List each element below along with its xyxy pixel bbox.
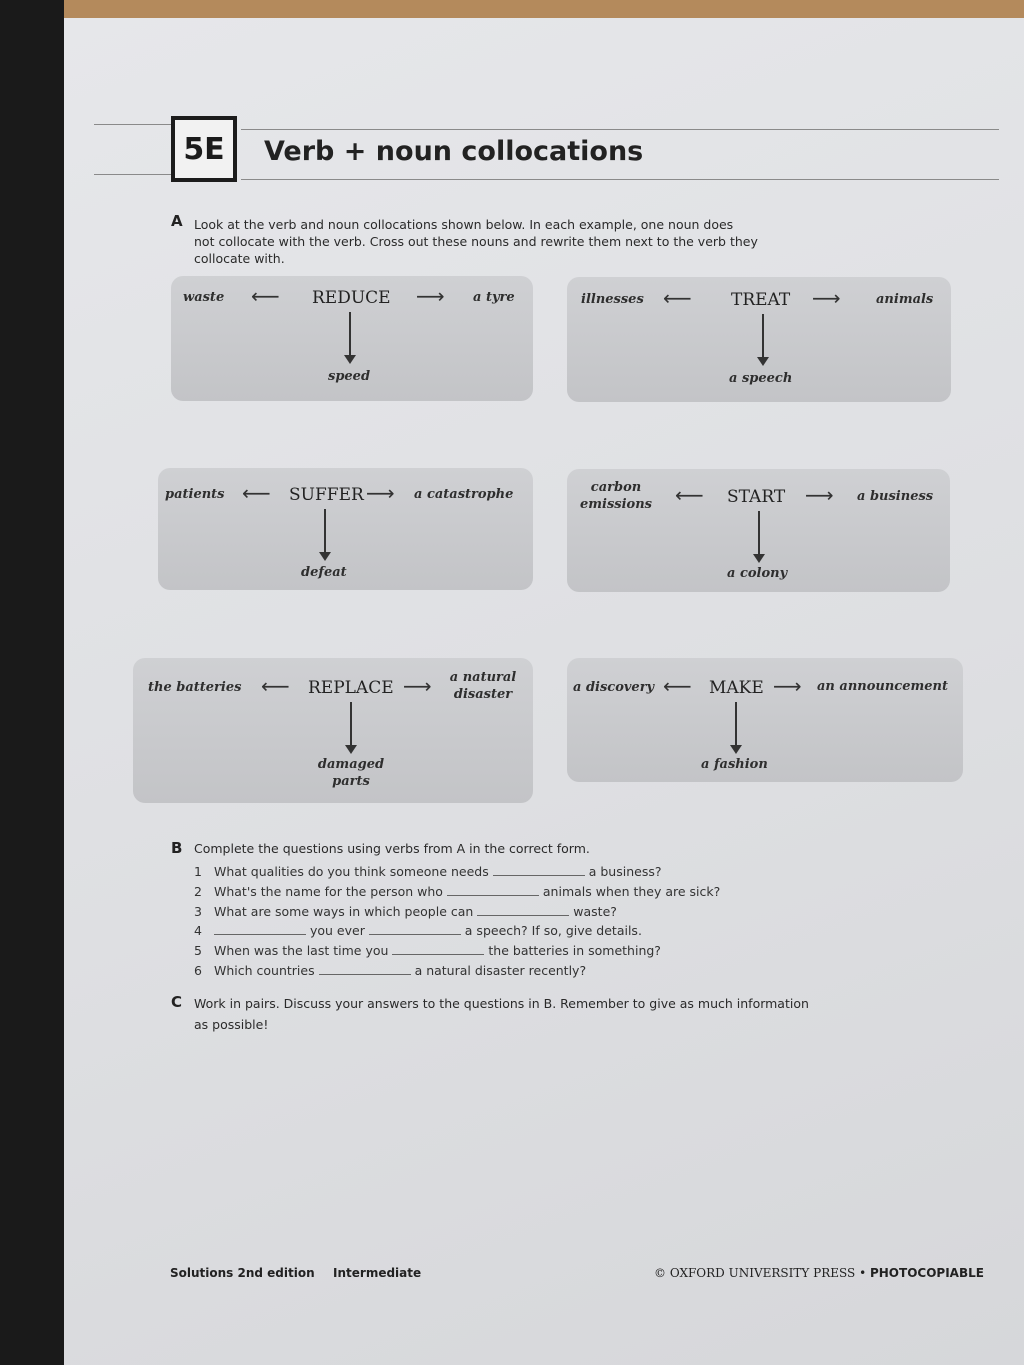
- question-row: [194, 864, 661, 879]
- arrow-down-icon: [324, 509, 326, 553]
- question-row: [194, 963, 586, 978]
- worksheet-page: [64, 18, 1024, 1365]
- question-text: a business?: [588, 864, 662, 879]
- section-b-instruction: Complete the questions using verbs from A in the correct form.: [194, 841, 590, 856]
- question-number: 5: [194, 943, 202, 958]
- collocation-box-start: [567, 469, 950, 592]
- answer-blank[interactable]: [392, 943, 484, 955]
- section-a-instructions: [194, 216, 758, 267]
- noun-bottom[interactable]: a colony: [727, 566, 788, 581]
- noun-left[interactable]: a discovery: [573, 680, 655, 695]
- arrow-right-icon: ⟶: [416, 284, 445, 308]
- question-text: waste?: [573, 904, 617, 919]
- noun-bottom[interactable]: a speech: [729, 371, 793, 386]
- desk-background-left: [0, 0, 64, 1365]
- footer-left: [170, 1266, 421, 1280]
- noun-bottom[interactable]: a fashion: [701, 757, 768, 772]
- arrow-down-icon: [762, 314, 764, 358]
- arrow-left-icon: ⟵: [663, 286, 692, 310]
- arrow-right-icon: ⟶: [773, 674, 802, 698]
- question-text: What qualities do you think someone needs: [213, 864, 489, 879]
- arrow-right-icon: ⟶: [805, 483, 834, 507]
- noun-line: damaged: [317, 757, 385, 772]
- verb-label: SUFFER: [289, 485, 364, 505]
- noun-bottom[interactable]: defeat: [301, 565, 347, 580]
- page-title: Verb + noun collocations: [264, 136, 644, 167]
- noun-left[interactable]: illnesses: [581, 292, 644, 307]
- collocation-box-replace: [133, 658, 533, 803]
- noun-bottom[interactable]: [303, 756, 399, 790]
- header-rule-top-right: [241, 129, 999, 130]
- question-text: Which countries: [213, 963, 315, 978]
- arrow-down-icon: [735, 702, 737, 746]
- section-b-letter: B: [171, 839, 183, 857]
- question-row: [194, 884, 720, 899]
- answer-blank[interactable]: [369, 923, 461, 935]
- noun-left[interactable]: patients: [165, 487, 225, 502]
- footer-level: Intermediate: [333, 1266, 422, 1280]
- question-number: 6: [194, 963, 202, 978]
- noun-left[interactable]: the batteries: [148, 680, 242, 695]
- header-rule-top-left: [94, 124, 171, 125]
- collocation-box-treat: [567, 277, 951, 402]
- question-text: a speech? If so, give details.: [464, 923, 642, 938]
- footer-copyright: © OXFORD UNIVERSITY PRESS: [654, 1266, 856, 1280]
- question-number: 4: [194, 923, 202, 938]
- verb-label: START: [727, 487, 786, 507]
- section-a-letter: A: [171, 212, 183, 230]
- section-c-instructions: [194, 993, 809, 1035]
- footer-book-title: Solutions 2nd edition: [170, 1266, 315, 1280]
- noun-right[interactable]: [445, 669, 521, 703]
- footer-right: [654, 1266, 984, 1280]
- question-text: What are some ways in which people can: [213, 904, 474, 919]
- collocation-box-make: [567, 658, 963, 782]
- noun-line: parts: [332, 774, 370, 789]
- question-number: 2: [194, 884, 202, 899]
- question-number: 3: [194, 904, 202, 919]
- arrow-left-icon: ⟵: [675, 483, 704, 507]
- noun-right[interactable]: a catastrophe: [414, 487, 514, 502]
- footer-photocopiable: PHOTOCOPIABLE: [869, 1266, 984, 1280]
- header-rule-bottom-right: [241, 179, 999, 180]
- unit-badge: 5E: [171, 116, 237, 182]
- noun-bottom[interactable]: speed: [328, 369, 371, 384]
- instruction-line: as possible!: [194, 1017, 269, 1032]
- question-text: animals when they are sick?: [542, 884, 721, 899]
- arrow-down-icon: [349, 312, 351, 356]
- arrow-down-icon: [350, 702, 352, 746]
- question-row: [194, 904, 617, 919]
- noun-line: disaster: [453, 687, 513, 702]
- noun-line: carbon: [590, 480, 642, 495]
- answer-blank[interactable]: [447, 884, 539, 896]
- noun-right[interactable]: a tyre: [473, 290, 515, 305]
- footer-separator: •: [859, 1266, 867, 1280]
- answer-blank[interactable]: [477, 904, 569, 916]
- question-text: the batteries in something?: [488, 943, 661, 958]
- section-c-letter: C: [171, 993, 183, 1011]
- answer-blank[interactable]: [319, 963, 411, 975]
- instruction-line: Work in pairs. Discuss your answers to the questions in B. Remember to give as much information: [194, 996, 809, 1011]
- arrow-left-icon: ⟵: [242, 481, 271, 505]
- question-text: When was the last time you: [213, 943, 389, 958]
- noun-right[interactable]: an announcement: [817, 679, 948, 694]
- verb-label: REPLACE: [308, 678, 394, 698]
- verb-label: MAKE: [709, 678, 764, 698]
- answer-blank[interactable]: [214, 923, 306, 935]
- arrow-left-icon: ⟵: [251, 284, 280, 308]
- arrow-right-icon: ⟶: [403, 674, 432, 698]
- arrow-left-icon: ⟵: [261, 674, 290, 698]
- question-row: [194, 923, 642, 938]
- arrow-right-icon: ⟶: [366, 481, 395, 505]
- instruction-line: collocate with.: [194, 251, 285, 266]
- noun-right[interactable]: a business: [857, 489, 934, 504]
- header-rule-bottom-left: [94, 174, 171, 175]
- question-text: What's the name for the person who: [213, 884, 443, 899]
- arrow-left-icon: ⟵: [663, 674, 692, 698]
- instruction-line: Look at the verb and noun collocations shown below. In each example, one noun does: [194, 217, 734, 232]
- arrow-right-icon: ⟶: [812, 286, 841, 310]
- noun-line: a natural: [449, 670, 517, 685]
- collocation-box-suffer: [158, 468, 533, 590]
- question-text: you ever: [309, 923, 365, 938]
- question-number: 1: [194, 864, 202, 879]
- collocation-box-reduce: [171, 276, 533, 401]
- noun-right[interactable]: animals: [876, 292, 934, 307]
- noun-left[interactable]: [575, 479, 657, 513]
- question-row: [194, 943, 661, 958]
- answer-blank[interactable]: [493, 864, 585, 876]
- noun-left[interactable]: waste: [183, 290, 225, 305]
- question-text: a natural disaster recently?: [414, 963, 587, 978]
- arrow-down-icon: [758, 511, 760, 555]
- noun-line: emissions: [580, 497, 652, 512]
- instruction-line: not collocate with the verb. Cross out these nouns and rewrite them next to the verb they: [194, 234, 758, 249]
- verb-label: TREAT: [731, 290, 791, 310]
- verb-label: REDUCE: [312, 288, 391, 308]
